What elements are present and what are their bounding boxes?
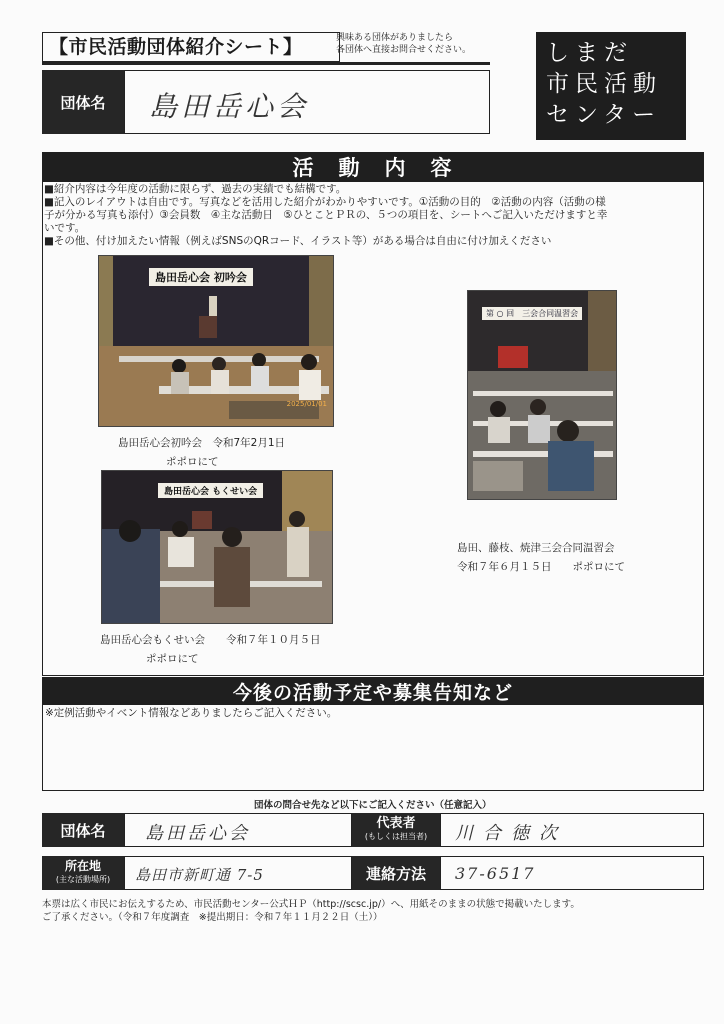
contact-rep-sub: (もしくは担当者): [364, 832, 428, 841]
contact-address-label: [42, 856, 124, 890]
photo-mokusei-recital-venue: ポポロにて: [146, 653, 199, 665]
photo-mokusei-recital-caption: 島田岳心会もくせい会 令和７年１０月５日: [100, 634, 321, 646]
plans-heading: 今後の活動予定や募集告知など: [42, 677, 704, 705]
title-note-line2: 各団体へ直接お問合せください。: [336, 45, 472, 55]
photo-first-recital-caption: 島田岳心会初吟会 令和7年2月1日: [118, 437, 286, 449]
footer-note: [42, 898, 704, 924]
contact-address-box: [124, 856, 352, 890]
photo-first-recital-venue: ポポロにて: [166, 456, 219, 468]
contact-name-box: [124, 813, 352, 847]
contact-method-value: 37-6517: [455, 864, 536, 883]
instruction-line: いです。: [44, 222, 86, 234]
instruction-line: ■記入のレイアウトは自由です。写真などを活用した紹介がわかりやすいです。①活動の目的 ②活動の内容（活動の様: [44, 196, 606, 208]
plans-panel: [42, 705, 704, 791]
contact-method-box: [440, 856, 704, 890]
photo-joint-recital-banner: 第 ○ 回 三会合同温習会: [482, 307, 582, 320]
footer-line1: 本票は広く市民にお伝えするため、市民活動センター公式ＨＰ（http://scsc.jp/）へ、用紙そのままの状態で掲載いたします。: [42, 899, 580, 910]
center-logo: しまだ 市民活動 センター: [536, 32, 686, 140]
title-note: [336, 32, 471, 56]
activity-instructions: [44, 183, 700, 248]
photo-mokusei-recital-banner: 島田岳心会 もくせい会: [158, 483, 263, 498]
contact-method-label: 連絡方法: [352, 856, 440, 890]
contact-rep-value: 川合徳次: [455, 823, 567, 844]
instruction-line: ■その他、付け加えたい情報（例えばSNSのQRコード、イラスト等）がある場合は自由に付け加えください: [44, 235, 552, 247]
photo-joint-recital-image: [468, 291, 617, 500]
contact-address-title: 所在地: [64, 859, 101, 873]
instruction-line: ■紹介内容は今年度の活動に限らず、過去の実績でも結構です。: [44, 183, 347, 195]
photo-first-recital-banner: 島田岳心会 初吟会: [149, 268, 253, 286]
sheet-title: 【市民活動団体紹介シート】: [42, 32, 340, 62]
contact-rep-title: 代表者: [376, 816, 416, 831]
activity-heading: 活 動 内 容: [42, 152, 704, 182]
contact-rep-label: [352, 813, 440, 847]
contact-heading: 団体の問合せ先など以下にご記入ください（任意記入）: [254, 800, 492, 811]
photo-joint-recital: [467, 290, 617, 500]
photo-joint-recital-venue: 令和７年６月１５日 ポポロにて: [457, 561, 625, 573]
photo-date-stamp: 2025/01/01: [286, 400, 327, 408]
contact-address-value: 島田市新町通 7-5: [135, 866, 264, 884]
photo-mokusei-recital: [101, 470, 333, 624]
photo-joint-recital-caption: 島田、藤枝、焼津三会合同温習会: [457, 542, 615, 554]
contact-address-sub: (主な活動場所): [55, 875, 111, 884]
title-rule: [42, 62, 490, 65]
plans-note: ※定例活動やイベント情報などありましたらご記入ください。: [45, 707, 338, 719]
photo-first-recital: [98, 255, 334, 427]
title-note-line1: 興味ある団体がありましたら: [336, 33, 454, 43]
group-name-label: 団体名: [42, 70, 124, 134]
instruction-line: 子が分かる写真も添付）③会員数 ④主な活動日 ⑤ひとことＰＲの、５つの項目を、シートへご記入いただけますと幸: [44, 209, 608, 221]
group-name-value: 島田岳心会: [149, 90, 310, 123]
footer-line2: ご了承ください。（令和７年度調査 ※提出期日：令和７年１１月２２日（土））: [42, 912, 383, 923]
contact-rep-box: [440, 813, 704, 847]
group-name-box: [124, 70, 490, 134]
contact-name-label: 団体名: [42, 813, 124, 847]
contact-name-value: 島田岳心会: [145, 823, 250, 844]
